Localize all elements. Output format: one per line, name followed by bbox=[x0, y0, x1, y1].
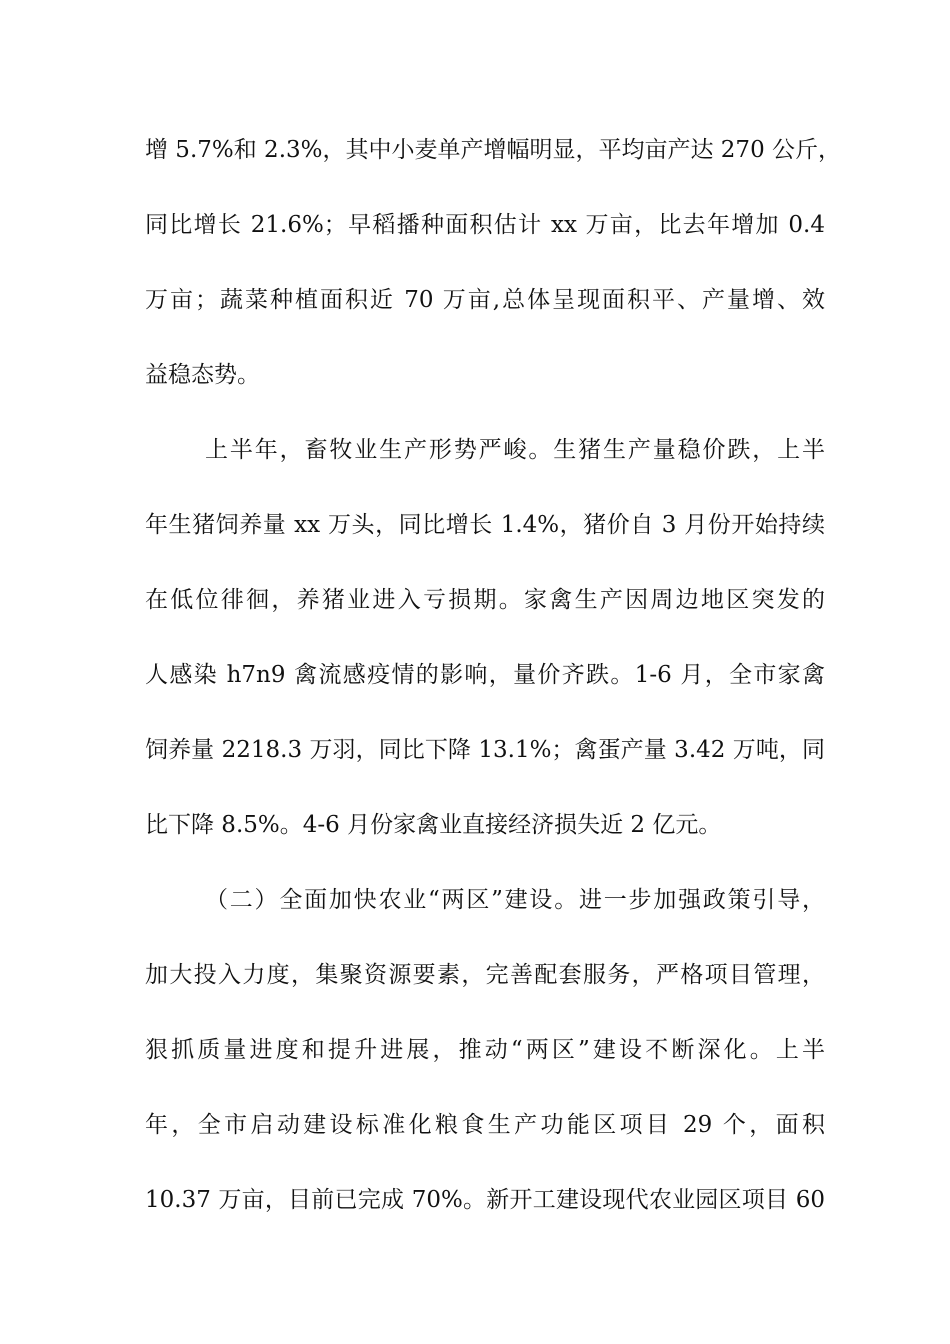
text-line: 增 5.7%和 2.3%，其中小麦单产增幅明显，平均亩产达 270 公斤， bbox=[145, 137, 842, 163]
text-line: 年生猪饲养量 xx 万头，同比增长 1.4%，猪价自 3 月份开始持续 bbox=[145, 512, 825, 538]
text-line: 上半年，畜牧业生产形势严峻。生猪生产量稳价跌，上半 bbox=[205, 437, 825, 463]
text-line: （二）全面加快农业“两区”建设。进一步加强政策引导， bbox=[205, 887, 825, 913]
text-line: 狠抓质量进度和提升进展，推动“两区”建设不断深化。上半 bbox=[145, 1037, 825, 1063]
text-line: 年，全市启动建设标准化粮食生产功能区项目 29 个，面积 bbox=[145, 1112, 825, 1138]
text-line: 在低位徘徊，养猪业进入亏损期。家禽生产因周边地区突发的 bbox=[145, 587, 825, 613]
text-line: 万亩；蔬菜种植面积近 70 万亩,总体呈现面积平、产量增、效 bbox=[145, 287, 825, 313]
text-line: 益稳态势。 bbox=[145, 362, 260, 388]
text-line: 加大投入力度，集聚资源要素，完善配套服务，严格项目管理， bbox=[145, 962, 825, 988]
text-line: 比下降 8.5%。4-6 月份家禽业直接经济损失近 2 亿元。 bbox=[145, 812, 722, 838]
text-line: 10.37 万亩，目前已完成 70%。新开工建设现代农业园区项目 60 bbox=[145, 1187, 825, 1213]
text-line: 饲养量 2218.3 万羽，同比下降 13.1%；禽蛋产量 3.42 万吨，同 bbox=[145, 737, 825, 763]
text-line: 同比增长 21.6%；早稻播种面积估计 xx 万亩，比去年增加 0.4 bbox=[145, 212, 825, 238]
text-line: 人感染 h7n9 禽流感疫情的影响，量价齐跌。1-6 月，全市家禽 bbox=[145, 662, 825, 688]
